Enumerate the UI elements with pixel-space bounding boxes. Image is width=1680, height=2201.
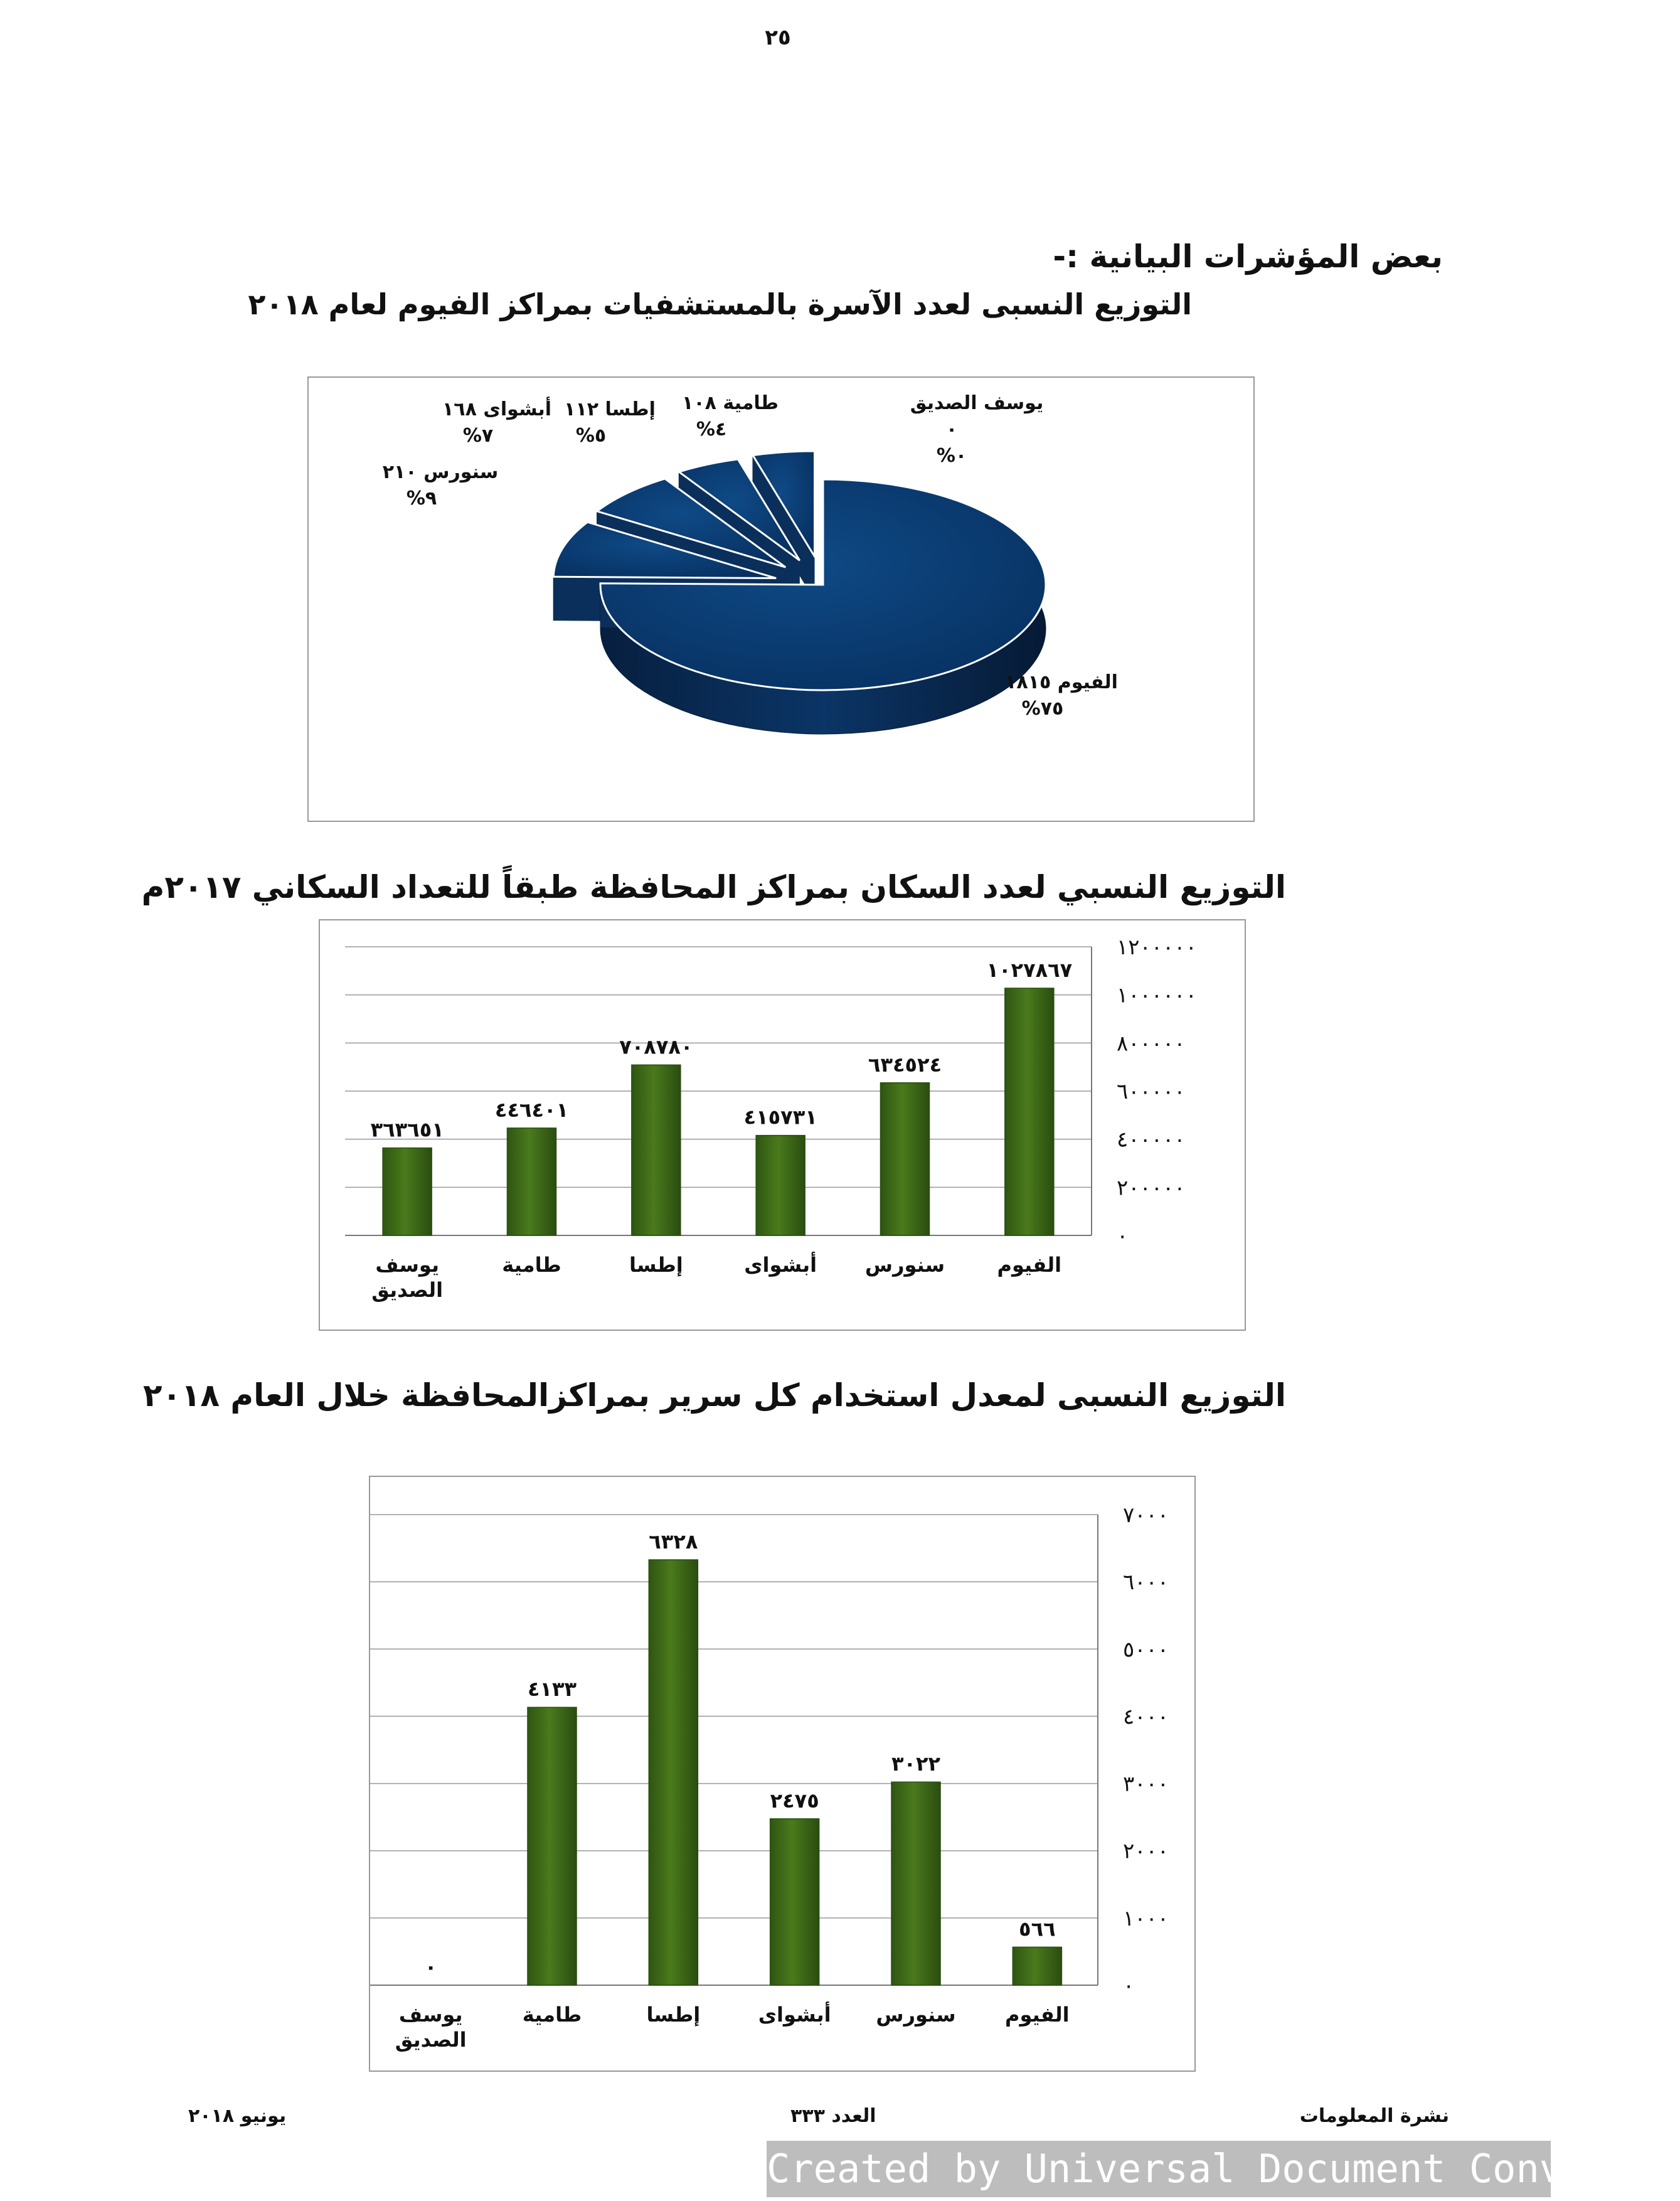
y-tick-label: ٧٠٠٠	[1123, 1503, 1169, 1528]
y-tick-label: ١٢٠٠٠٠٠	[1117, 935, 1197, 960]
data-label: ٦٣٤٥٢٤	[868, 1052, 942, 1077]
data-label: ٢٤٧٥	[770, 1788, 819, 1813]
bed-usage-chart-frame	[369, 1476, 1196, 2072]
data-label: ٣٠٢٢	[891, 1752, 941, 1776]
pie-chart	[309, 378, 1253, 821]
population-bar-chart	[320, 920, 1245, 1330]
pie-label-percent: %٥	[575, 425, 607, 447]
y-tick-label: ٠	[1123, 1973, 1135, 1998]
pie-label-percent: %٩	[406, 488, 437, 509]
y-tick-label: ٦٠٠٠	[1123, 1570, 1169, 1596]
pie-chart-title: التوزيع النسبى لعدد الآسرة بالمستشفيات بمراكز الفيوم لعام ٢٠١٨	[248, 287, 1192, 321]
pie-label-name: إطسا ١١٢	[564, 398, 656, 420]
bar	[891, 1782, 940, 1985]
y-tick-label: ٣٠٠٠	[1123, 1771, 1169, 1797]
y-tick-label: ٢٠٠٠	[1123, 1838, 1169, 1864]
pie-label-name: طامية ١٠٨	[682, 392, 779, 414]
pie-label-value: ٠	[945, 418, 958, 440]
category-label: الصديق	[395, 2028, 467, 2052]
bar	[383, 1148, 432, 1235]
bar	[508, 1128, 556, 1235]
y-tick-label: ١٠٠٠	[1123, 1905, 1169, 1931]
category-label: الفيوم	[1005, 2003, 1070, 2027]
data-label: ١٠٢٧٨٦٧	[986, 957, 1073, 982]
section-title: بعض المؤشرات البيانية :-	[1053, 238, 1443, 275]
bar	[1005, 988, 1054, 1235]
bar	[528, 1707, 577, 1985]
footer-issue-number: العدد ٣٣٣	[790, 2105, 876, 2127]
y-tick-label: ١٠٠٠٠٠٠	[1117, 983, 1197, 1008]
data-label: ٦٣٢٨	[649, 1530, 698, 1553]
bar	[649, 1560, 698, 1985]
pie-label-percent: %٤	[696, 418, 727, 440]
pie-label-percent: %٧٥	[1021, 698, 1064, 720]
y-tick-label: ٤٠٠٠٠٠	[1117, 1127, 1186, 1153]
category-label: الفيوم	[997, 1253, 1062, 1277]
page-number: ٢٥	[765, 25, 791, 50]
pie-label-name: أبشواى ١٦٨	[442, 398, 552, 420]
data-label: ٥٦٦	[1019, 1917, 1056, 1941]
data-label: ٤١٣٣	[527, 1677, 577, 1702]
category-label: إطسا	[646, 2003, 701, 2027]
data-label: ٠	[424, 1955, 437, 1979]
y-tick-label: ٦٠٠٠٠٠	[1117, 1079, 1186, 1104]
data-label: ٤٤٦٤٠١	[494, 1097, 569, 1122]
data-label: ٣٦٣٦٥١	[370, 1117, 444, 1142]
pie-label-percent: %٠	[936, 445, 967, 467]
bar	[632, 1065, 681, 1235]
footer-date: يونيو ٢٠١٨	[188, 2105, 287, 2127]
category-label: الصديق	[371, 1278, 444, 1302]
data-label: ٤١٥٧٣١	[743, 1105, 817, 1129]
pie-label-name: يوسف الصديق	[910, 392, 1044, 414]
y-tick-label: ٢٠٠٠٠٠	[1117, 1175, 1186, 1201]
category-label: أبشواى	[758, 2003, 831, 2027]
y-tick-label: ٤٠٠٠	[1123, 1704, 1169, 1730]
category-label: يوسف	[375, 1253, 439, 1277]
pie-label-name: الفيوم ١٨١٥	[1005, 671, 1118, 693]
y-tick-label: ٨٠٠٠٠٠	[1117, 1031, 1186, 1057]
category-label: يوسف	[398, 2003, 463, 2027]
category-label: سنورس	[876, 2003, 956, 2027]
category-label: طامية	[522, 2003, 582, 2027]
category-label: إطسا	[629, 1253, 683, 1277]
category-label: أبشواى	[744, 1253, 817, 1277]
y-tick-label: ٠	[1117, 1223, 1129, 1249]
bar	[770, 1819, 819, 1985]
bar	[756, 1136, 805, 1235]
watermark-banner: Created by Universal Document Converter	[767, 2141, 1551, 2197]
population-chart-title: التوزيع النسبي لعدد السكان بمراكز المحافظة طبقاً للتعداد السكاني ٢٠١٧م	[141, 869, 1286, 905]
population-chart-frame	[319, 919, 1246, 1331]
footer-publication-name: نشرة المعلومات	[1299, 2105, 1449, 2127]
category-label: سنورس	[864, 1253, 945, 1277]
bed-usage-bar-chart	[370, 1477, 1194, 2070]
y-tick-label: ٥٠٠٠	[1123, 1637, 1169, 1663]
bed-usage-chart-title: التوزيع النسبى لمعدل استخدام كل سرير بمراكزالمحافظة خلال العام ٢٠١٨	[142, 1377, 1286, 1414]
pie-chart-frame	[307, 376, 1255, 822]
data-label: ٧٠٨٧٨٠	[619, 1035, 693, 1059]
pie-label-percent: %٧	[462, 425, 494, 447]
category-label: طامية	[502, 1253, 561, 1277]
bar	[1013, 1947, 1061, 1985]
bar	[881, 1083, 930, 1235]
pie-label-name: سنورس ٢١٠	[382, 461, 499, 483]
